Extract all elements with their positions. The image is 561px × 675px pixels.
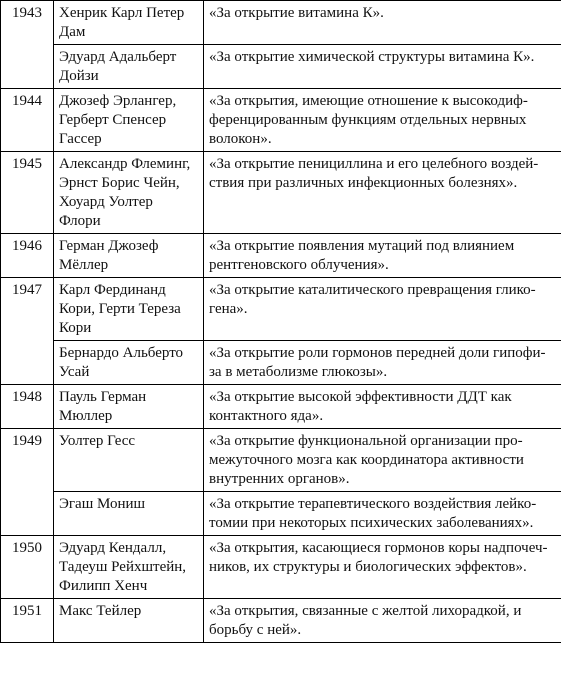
laureate-name-text: Макс Тейлер (59, 603, 142, 619)
laureate-name-cell (54, 429, 204, 492)
laureate-name-text: Уолтер Гесс (59, 433, 136, 449)
laureate-name-text: Герман Джозеф Мёллер (59, 238, 159, 273)
award-reason-text: «За открытие терапевтического воздействия лейко- томии при некоторых психических заболеваниях». (209, 496, 537, 531)
year-cell (1, 536, 54, 599)
table-row (1, 599, 561, 643)
year-cell (1, 152, 54, 234)
table-row (1, 278, 561, 341)
laureate-name-text: Хенрик Карл Петер Дам (59, 5, 185, 40)
award-reason-text: «За открытие роли гормонов передней доли гипофи- за в метаболизме глюкозы». (209, 345, 546, 380)
table-row (1, 536, 561, 599)
year-text: 1948 (12, 389, 42, 405)
table-row (1, 385, 561, 429)
year-cell (1, 599, 54, 643)
table-row (1, 429, 561, 492)
laureate-name-cell (54, 385, 204, 429)
award-reason-text: «За открытия, касающиеся гормонов коры надпочеч- ников, их структуры и биологических эффектов». (209, 540, 548, 575)
award-reason-cell (204, 89, 561, 152)
award-reason-cell (204, 234, 561, 278)
laureate-name-cell (54, 45, 204, 89)
laureate-name-text: Бернардо Альберто Усай (59, 345, 184, 380)
award-reason-cell (204, 341, 561, 385)
table-row (1, 234, 561, 278)
laureate-name-cell (54, 341, 204, 385)
laureate-name-cell (54, 234, 204, 278)
year-cell (1, 1, 54, 89)
table-row (1, 45, 561, 89)
award-reason-text: «За открытия, связанные с желтой лихорадкой, и борьбу с ней». (209, 603, 522, 638)
laureate-name-cell (54, 89, 204, 152)
year-text: 1950 (12, 540, 42, 556)
award-reason-text: «За открытия, имеющие отношение к высокодиф- ференцированным функциям отдельных нервных волокон». (209, 93, 528, 147)
award-reason-text: «За открытие химической структуры витамина К». (209, 49, 535, 65)
laureate-name-cell (54, 152, 204, 234)
award-reason-cell (204, 536, 561, 599)
laureate-name-cell (54, 492, 204, 536)
award-reason-cell (204, 152, 561, 234)
award-reason-cell (204, 385, 561, 429)
award-reason-text: «За открытие высокой эффективности ДДТ как контактного яда». (209, 389, 512, 424)
laureate-name-text: Карл Фердинанд Кори, Герти Тереза Кори (59, 282, 181, 336)
award-reason-cell (204, 492, 561, 536)
table-row (1, 492, 561, 536)
award-reason-cell (204, 45, 561, 89)
year-text: 1946 (12, 238, 42, 254)
year-text: 1943 (12, 5, 42, 21)
award-reason-text: «За открытие витамина К». (209, 5, 384, 21)
table-body (1, 1, 561, 643)
laureate-name-text: Пауль Герман Мюллер (59, 389, 147, 424)
laureate-name-cell (54, 278, 204, 341)
award-reason-cell (204, 1, 561, 45)
laureate-name-text: Эдуард Адальберт Дойзи (59, 49, 177, 84)
year-text: 1945 (12, 156, 42, 172)
laureate-name-cell (54, 599, 204, 643)
laureate-name-cell (54, 1, 204, 45)
table-row (1, 152, 561, 234)
laureate-name-text: Джозеф Эрлангер, Герберт Спенсер Гассер (59, 93, 177, 147)
year-cell (1, 234, 54, 278)
year-text: 1949 (12, 433, 42, 449)
year-text: 1944 (12, 93, 42, 109)
table-row (1, 341, 561, 385)
year-cell (1, 385, 54, 429)
laureate-name-cell (54, 536, 204, 599)
award-reason-cell (204, 278, 561, 341)
award-reason-cell (204, 429, 561, 492)
award-reason-text: «За открытие каталитического превращения глико- гена». (209, 282, 536, 317)
table-row (1, 1, 561, 45)
award-reason-text: «За открытие функциональной организации про- межуточного мозга как координатора активности внутренних органов». (209, 433, 524, 487)
award-reason-cell (204, 599, 561, 643)
table-row (1, 89, 561, 152)
year-cell (1, 429, 54, 536)
year-text: 1947 (12, 282, 42, 298)
year-cell (1, 278, 54, 385)
award-reason-text: «За открытие появления мутаций под влиянием рентгеновского облучения». (209, 238, 515, 273)
laureate-name-text: Эдуард Кендалл, Тадеуш Рейхштейн, Филипп Хенч (59, 540, 187, 594)
laureate-name-text: Эгаш Мониш (59, 496, 146, 512)
year-cell (1, 89, 54, 152)
year-text: 1951 (12, 603, 42, 619)
laureate-name-text: Александр Флеминг, Эрнст Борис Чейн, Хоуард Уолтер Флори (59, 156, 191, 229)
award-reason-text: «За открытие пенициллина и его целебного воздей- ствия при различных инфекционных болезнях». (209, 156, 539, 191)
